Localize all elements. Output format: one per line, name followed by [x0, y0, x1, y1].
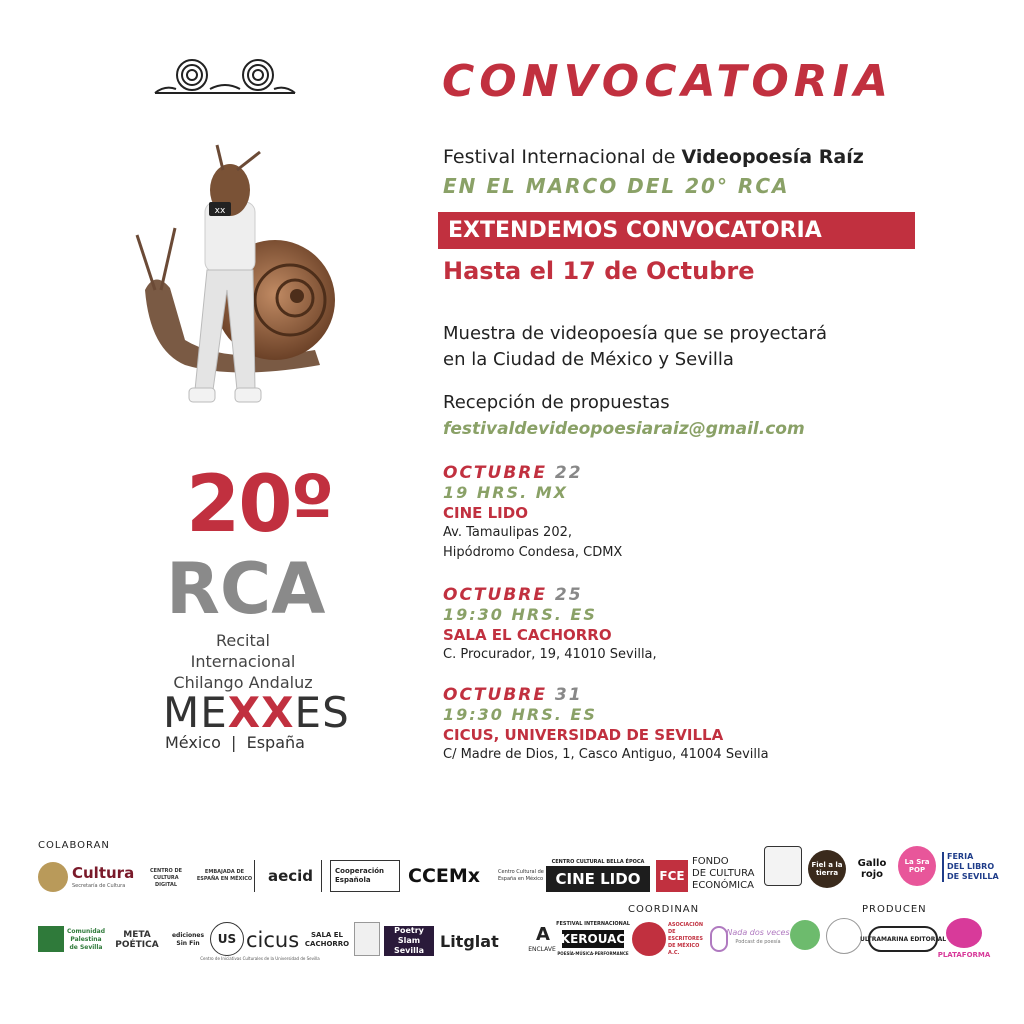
kerouac-logo: KEROUAC: [560, 932, 626, 946]
event-date: [443, 685, 769, 705]
cinelido-toplabel: CENTRO CULTURAL BELLA ÉPOCA: [551, 859, 645, 865]
mexes-subtitle: México | España: [165, 733, 305, 752]
plataforma-icon: [946, 918, 982, 948]
poetry-slam-sevilla-logo: Poetry Slam Sevilla: [384, 926, 434, 956]
coordinators-label: COORDINAN: [628, 904, 700, 915]
fce-line-3: ECONÓMICA: [692, 880, 754, 891]
event-address-1: C/ Madre de Dios, 1, Casco Antiguo, 41004 Sevilla: [443, 747, 769, 762]
event-time: 19:30 HRS. ES: [443, 605, 597, 624]
ccemx-sublabel: Centro Cultural de España en México: [498, 869, 544, 882]
emblem-icon: [764, 846, 802, 886]
palestina-icon: [38, 926, 64, 952]
enclave-icon: A: [536, 923, 550, 945]
festival-prefix: Festival Internacional de: [443, 146, 682, 168]
event-3: [443, 685, 769, 764]
cicus-sublabel: Centro de Iniciativas Culturales de la Universidad de Sevilla: [200, 955, 320, 961]
microphone-icon: [710, 926, 728, 952]
nada-dos-veces-logo: Nada dos veces: [726, 927, 790, 937]
event-date: [443, 463, 622, 483]
event-date: [443, 585, 657, 605]
palestina-logo: Comunidad Palestina de Sevilla: [66, 928, 105, 951]
fce-icon: FCE: [656, 860, 688, 892]
mexes-right: ES: [294, 688, 350, 737]
event-venue: SALA EL CACHORRO: [443, 626, 612, 644]
mexico-seal-icon: [38, 862, 68, 892]
plataforma-logo: PLATAFORMA: [937, 951, 991, 959]
submissions-label: Recepción de propuestas: [443, 392, 670, 413]
fce-line-2: DE CULTURA: [692, 868, 755, 879]
event-time: 19:30 HRS. ES: [443, 705, 597, 724]
snails-logo-icon: [150, 55, 300, 99]
page-title: CONVOCATORIA: [442, 56, 894, 107]
la-sra-pop-logo: La Sra POP: [898, 846, 936, 886]
ultramarina-logo: ULTRAMARINA EDITORIAL: [868, 926, 938, 952]
asociacion-icon: [632, 922, 666, 956]
cooperacion-logo: Cooperación Española: [330, 860, 400, 892]
event-2: [443, 585, 657, 664]
rca-fullname: [163, 630, 323, 693]
cinelido-logo: CINE LIDO: [546, 866, 650, 892]
snail-person-illustration: [125, 140, 335, 420]
aecid-logo: aecid: [260, 860, 322, 892]
embajada-logo: EMBAJADA DE ESPAÑA EN MÉXICO: [195, 860, 255, 892]
description: [443, 321, 913, 373]
submissions-email[interactable]: festivaldevideopoesiaraiz@gmail.com: [443, 419, 805, 439]
event-1: [443, 463, 622, 562]
event-address-1: Av. Tamaulipas 202,: [443, 525, 572, 540]
feria-line-1: FERIA: [947, 852, 974, 861]
festival-name-bold: Videopoesía Raíz: [681, 146, 864, 168]
event-address-2: Hipódromo Condesa, CDMX: [443, 545, 623, 560]
extension-banner: EXTENDEMOS CONVOCATORIA: [438, 212, 915, 249]
collaborators-label: COLABORAN: [38, 840, 110, 851]
round-seal-icon: [826, 918, 862, 954]
event-month: OCTUBRE: [443, 463, 547, 483]
nada-dos-veces-sublabel: Podcast de poesía: [735, 939, 781, 945]
svg-text:xx: xx: [214, 206, 226, 216]
asociacion-logo: ASOCIACIÓN DE ESCRITORES DE MÉXICO A.C.: [668, 921, 704, 956]
fiel-a-la-tierra-logo: Fiel a la tierra: [808, 850, 846, 888]
producers-label: PRODUCEN: [862, 904, 927, 915]
event-time: 19 HRS. MX: [443, 483, 568, 502]
fce-line-1: FONDO: [692, 856, 729, 867]
ccemx-logo: CCEMx: [408, 865, 481, 887]
mexes-xx: XX: [227, 688, 295, 737]
enclave-logo: ENCLAVE: [528, 945, 556, 953]
mexes-left: ME: [163, 688, 228, 737]
event-day: 22: [554, 463, 583, 483]
cultura-logo: Cultura: [72, 864, 135, 882]
feria-line-3: DE SEVILLA: [947, 872, 999, 881]
event-month: OCTUBRE: [443, 685, 547, 705]
tower-icon: [354, 922, 380, 956]
meta-poetica-logo: META POÉTICA: [115, 930, 159, 950]
festival-framework: EN EL MARCO DEL 20° RCA: [443, 174, 790, 198]
event-day: 31: [554, 685, 583, 705]
feria-line-2: DEL LIBRO: [947, 862, 995, 871]
description-line-1: Muestra de videopoesía que se proyectará: [443, 323, 828, 344]
centro-cultura-digital-logo: CENTRO DE CULTURA DIGITAL: [149, 867, 183, 888]
rca-fullname-line-2: Chilango Andaluz: [173, 673, 313, 692]
kerouac-toplabel: FESTIVAL INTERNACIONAL: [556, 921, 630, 927]
rca-logo-text: RCA: [166, 548, 326, 630]
festival-name: [443, 146, 864, 168]
mexes-logo: [163, 688, 350, 737]
event-day: 25: [554, 585, 583, 605]
gallo-rojo-logo: Gallo rojo: [857, 858, 887, 880]
edition-number: 20º: [186, 460, 333, 550]
green-circle-logo-icon: [790, 920, 820, 950]
sala-cachorro-logo: SALA EL CACHORRO: [304, 931, 350, 948]
kerouac-sublabel: POESÍA·MÚSICA·PERFORMANCE: [557, 951, 629, 956]
description-line-2: en la Ciudad de México y Sevilla: [443, 349, 734, 370]
event-address-1: C. Procurador, 19, 41010 Sevilla,: [443, 647, 657, 662]
fce-logo: [692, 856, 755, 892]
event-venue: CICUS, UNIVERSIDAD DE SEVILLA: [443, 726, 724, 744]
university-seal-icon: US: [210, 922, 244, 956]
event-venue: CINE LIDO: [443, 504, 528, 522]
rca-fullname-line-1: Recital Internacional: [190, 631, 296, 671]
litglat-logo: Litglat: [440, 931, 499, 951]
cultura-sublabel: Secretaría de Cultura: [72, 883, 126, 889]
cicus-logo: cicus: [246, 928, 300, 952]
event-month: OCTUBRE: [443, 585, 547, 605]
feria-libro-logo: [942, 852, 999, 882]
ediciones-sin-fin-logo: ediciones Sin Fin: [171, 932, 205, 947]
deadline-text: Hasta el 17 de Octubre: [443, 257, 755, 285]
